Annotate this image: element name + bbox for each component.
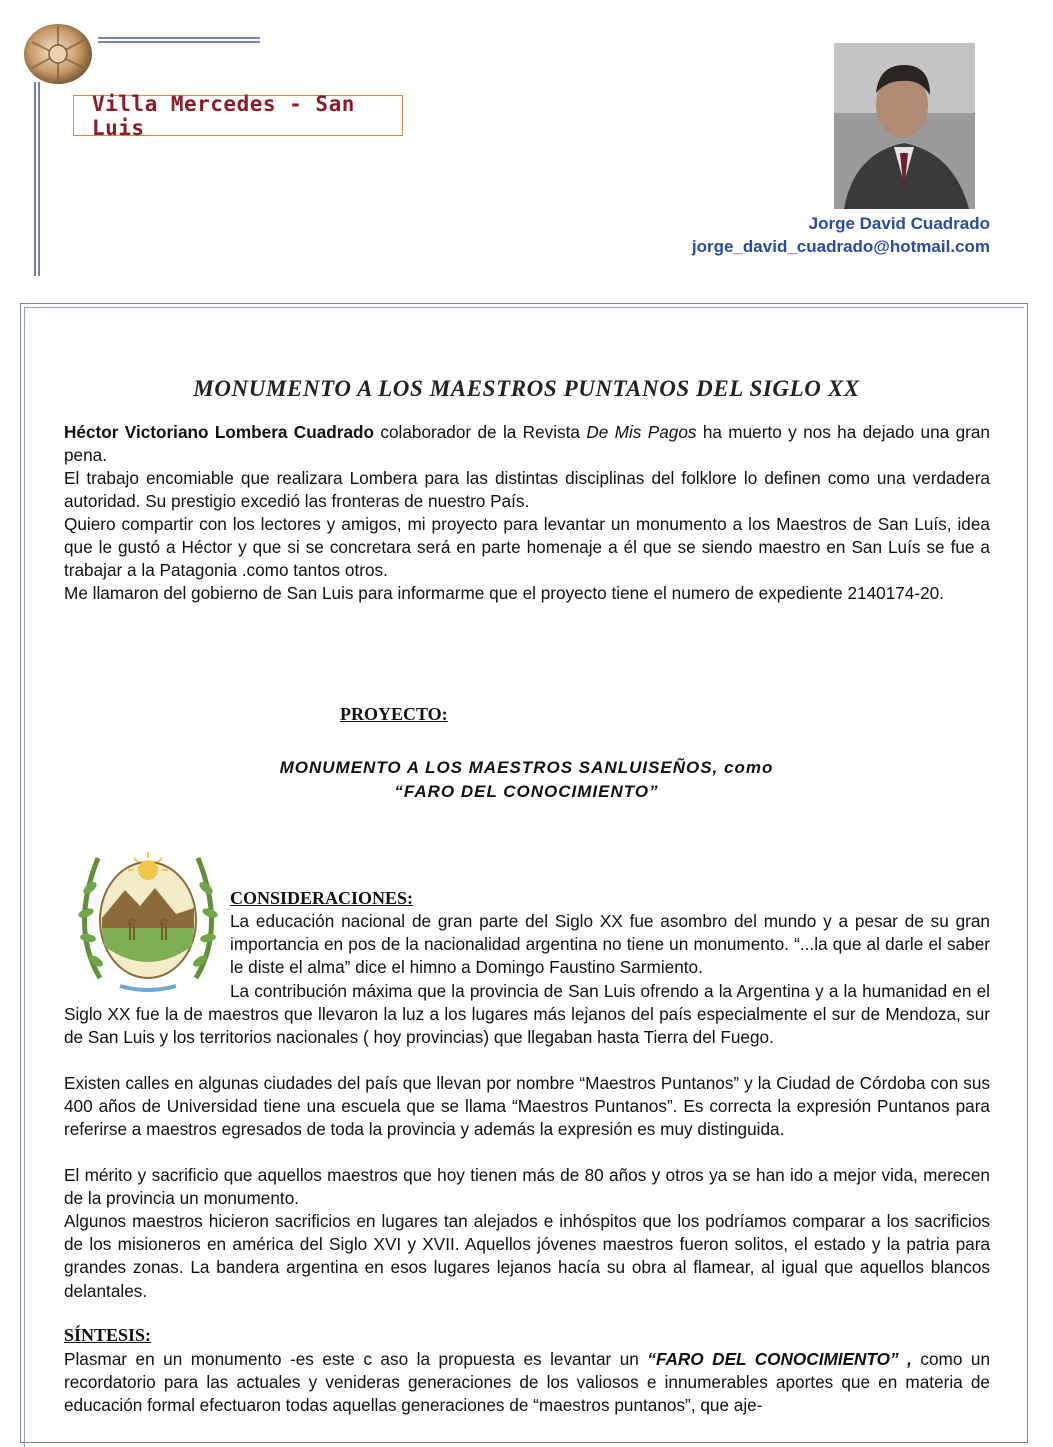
intro-text-end: ha muerto y nos ha dejado una gran pena. xyxy=(64,422,990,466)
considerations-heading: CONSIDERACIONES: xyxy=(230,888,414,908)
project-subtitle-line-1: MONUMENTO A LOS MAESTROS SANLUISEÑOS, como xyxy=(279,758,774,777)
header-rule-2 xyxy=(98,41,260,43)
intro-text: colaborador de la Revista xyxy=(374,422,587,442)
intro-paragraph-2: El trabajo encomiable que realizara Lombera para las distintas disciplinas del folklore lo definen como una verdadera autoridad. Su prestigio excedió las fronteras de nuestro País. xyxy=(64,468,990,512)
synthesis-paragraph xyxy=(64,1348,990,1418)
author-email-link[interactable]: jorge_david_cuadrado@hotmail.com xyxy=(691,237,990,256)
considerations-paragraph-3: Existen calles en algunas ciudades del país que llevan por nombre “Maestros Puntanos” y la Ciudad de Córdoba con sus 400 años de Universidad tiene una escuela que se llama “Maestros Puntanos”. Es correcta la expresión Puntanos para referirse a maestros egresados de toda la provincia y además la expresión es muy distinguida. xyxy=(64,1073,990,1140)
considerations-paragraph-4: El mérito y sacrificio que aquellos maestros que hoy tienen más de 80 años y otros ya se han ido a mejor vida, merecen de la provincia un monumento. xyxy=(64,1165,990,1209)
synthesis-emphasis: “FARO DEL CONOCIMIENTO” , xyxy=(647,1349,912,1369)
project-heading: PROYECTO: xyxy=(340,704,448,724)
author-name: Jorge David Cuadrado xyxy=(808,214,990,233)
considerations-paragraph-1: La educación nacional de gran parte del Siglo XX fue asombro del mundo y a pesar de su gran importancia en pos de la nacionalidad argentina no tiene un monumento. “...la que al darle el saber le diste el alma” dice el himno a Domingo Faustino Sarmiento. xyxy=(230,911,990,978)
synthesis-text-end: como un recordatorio para las actuales y venideras generaciones de los valiosos e innumerables aportes que en materia de educación formal efectuaron todas aquellas generaciones de “maestros puntanos”, que aje- xyxy=(64,1349,991,1416)
article-title: MONUMENTO A LOS MAESTROS PUNTANOS DEL SIGLO XX xyxy=(193,376,860,401)
author-photo xyxy=(834,43,975,209)
shell-logo-icon xyxy=(18,16,100,88)
header-vertical-rule-1 xyxy=(34,82,36,276)
intro-paragraph-3: Quiero compartir con los lectores y amigos, mi proyecto para levantar un monumento a los Maestros de San Luís, idea que le gustó a Héctor y que si se concretara será en parte homenaje a él que se siendo maestro en San Luís se fue a trabajar a la Patagonia .como tantos otros. xyxy=(64,514,990,581)
intro-paragraph-1 xyxy=(64,421,990,467)
synthesis-text-start: Plasmar en un monumento -es este c aso la propuesta es levantar un xyxy=(64,1349,648,1369)
san-luis-coat-of-arms-icon xyxy=(70,828,226,998)
header-rule-1 xyxy=(98,37,260,39)
project-subtitle-line-2: “FARO DEL CONOCIMIENTO” xyxy=(394,782,659,801)
location-label: Villa Mercedes - San Luis xyxy=(73,95,403,136)
synthesis-heading: SÍNTESIS: xyxy=(64,1325,152,1345)
header-vertical-rule-2 xyxy=(38,82,40,276)
considerations-paragraph-5: Algunos maestros hicieron sacrificios en lugares tan alejados e inhóspitos que los podríamos comparar a los sacrificios de los misioneros en américa del Siglo XVI y XVII. Aquellos jóvenes maestros fueron solitos, el estado y la patria para grandes zonas. La bandera argentina en esos lugares lejanos hacía su obra al flamear, al igual que aquellos blancos delantales. xyxy=(64,1211,990,1301)
author-portrait-icon xyxy=(834,43,975,209)
intro-paragraph-4: Me llamaron del gobierno de San Luis para informarme que el proyecto tiene el numero de expediente 2140174-20. xyxy=(64,583,944,603)
considerations-paragraph-2: La contribución máxima que la provincia de San Luis ofrendo a la Argentina y a la humanidad en el Siglo XX fue la de maestros que llevaron la luz a los lugares más lejanos del país especialmente el sur de Mendoza, sur de San Luis y los territorios nacionales ( hoy provincias) que llegaban hasta Tierra del Fuego. xyxy=(64,981,990,1048)
person-name: Héctor Victoriano Lombera Cuadrado xyxy=(64,422,375,442)
magazine-name: De Mis Pagos xyxy=(586,422,697,442)
